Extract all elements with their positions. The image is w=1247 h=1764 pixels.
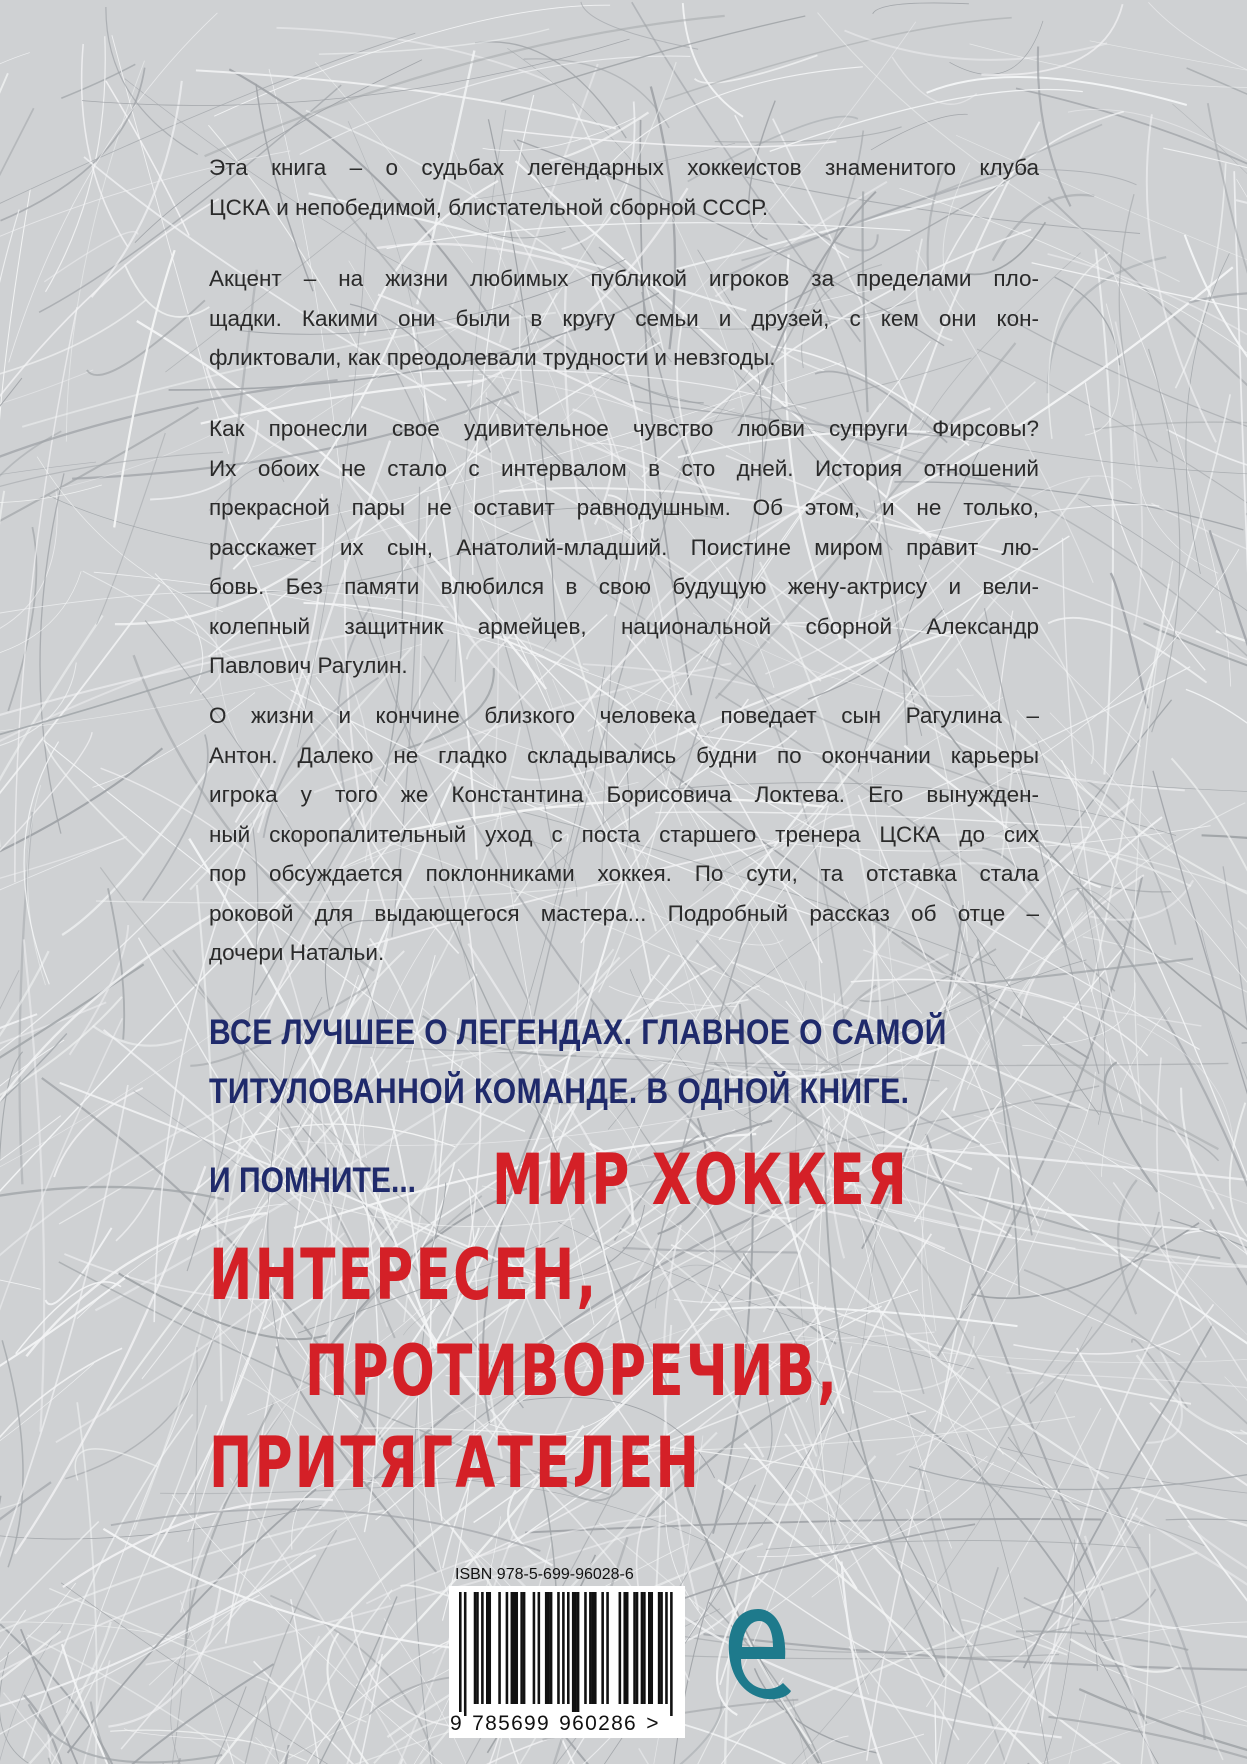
text-line: Эта книга – о судьбах легендарных хоккеистов знаменитого клуба xyxy=(209,155,1039,180)
slogan-line-2: ТИТУЛОВАННОЙ КОМАНДЕ. В ОДНОЙ КНИГЕ. xyxy=(209,1072,910,1111)
text-line: фликтовали, как преодолевали трудности и невзгоды. xyxy=(209,345,776,370)
paragraph-2 xyxy=(209,259,1039,378)
barcode-digits xyxy=(449,1712,699,1736)
text-line: роковой для выдающегося мастера... Подробный рассказ об отце – xyxy=(209,900,1039,926)
tagline-red-3: ПРОТИВОРЕЧИВ, xyxy=(305,1330,840,1412)
text-line: дочери Натальи. xyxy=(209,940,385,965)
slogan-line-1: ВСЕ ЛУЧШЕЕ О ЛЕГЕНДАХ. ГЛАВНОЕ О САМОЙ xyxy=(209,1013,947,1052)
paragraph-4 xyxy=(209,696,1039,973)
tagline-red-2: ИНТЕРЕСЕН, xyxy=(209,1234,599,1316)
text-line: ный скоропалительный уход с поста старшего тренера ЦСКА до сих xyxy=(209,821,1039,847)
barcode-bars xyxy=(459,1592,675,1716)
text-line: Их обоих не стало с интервалом в сто дней. История отношений xyxy=(209,455,1039,481)
text-line: Павлович Рагулин. xyxy=(209,653,408,678)
paragraph-1 xyxy=(209,148,1039,227)
tagline-red-4: ПРИТЯГАТЕЛЕН xyxy=(209,1422,702,1504)
text-line: Акцент – на жизни любимых публикой игроков за пределами пло- xyxy=(209,266,1039,291)
text-line: расскажет их сын, Анатолий-младший. Поистине миром правит лю- xyxy=(209,534,1039,560)
tagline-red-1: МИР ХОККЕЯ xyxy=(492,1139,910,1221)
isbn-label: ISBN 978-5-699-96028-6 xyxy=(455,1566,634,1583)
barcode-digit-first: 9 xyxy=(450,1712,463,1735)
text-line: Как пронесли свое удивительное чувство любви супруги Фирсовы? xyxy=(209,416,1039,441)
paragraph-3 xyxy=(209,409,1039,686)
tagline-lead: И ПОМНИТЕ... xyxy=(209,1161,417,1200)
text-line: Антон. Далеко не гладко складывались будни по окончании карьеры xyxy=(209,742,1039,768)
text-line: прекрасной пары не оставит равнодушным. Об этом, и не только, xyxy=(209,495,1039,520)
text-line: щадки. Какими они были в кругу семьи и друзей, с кем они кон- xyxy=(209,305,1039,331)
barcode-digit-end: > xyxy=(646,1712,660,1735)
barcode-digit-group-2: 960286 xyxy=(559,1712,638,1735)
text-line: пор обсуждается поклонниками хоккея. По сути, та отставка стала xyxy=(209,861,1039,886)
text-line: бовь. Без памяти влюбился в свою будущую жену-актрису и вели- xyxy=(209,574,1039,599)
text-line: О жизни и кончине близкого человека поведает сын Рагулина – xyxy=(209,703,1039,728)
text-line: ЦСКА и непобедимой, блистательной сборной СССР. xyxy=(209,194,769,220)
eksmo-logo-icon xyxy=(723,1601,793,1711)
text-line: игрока у того же Константина Борисовича Локтева. Его вынужден- xyxy=(209,782,1039,807)
barcode-digit-group-1: 785699 xyxy=(472,1712,551,1735)
text-line: колепный защитник армейцев, национальной сборной Александр xyxy=(209,613,1039,639)
